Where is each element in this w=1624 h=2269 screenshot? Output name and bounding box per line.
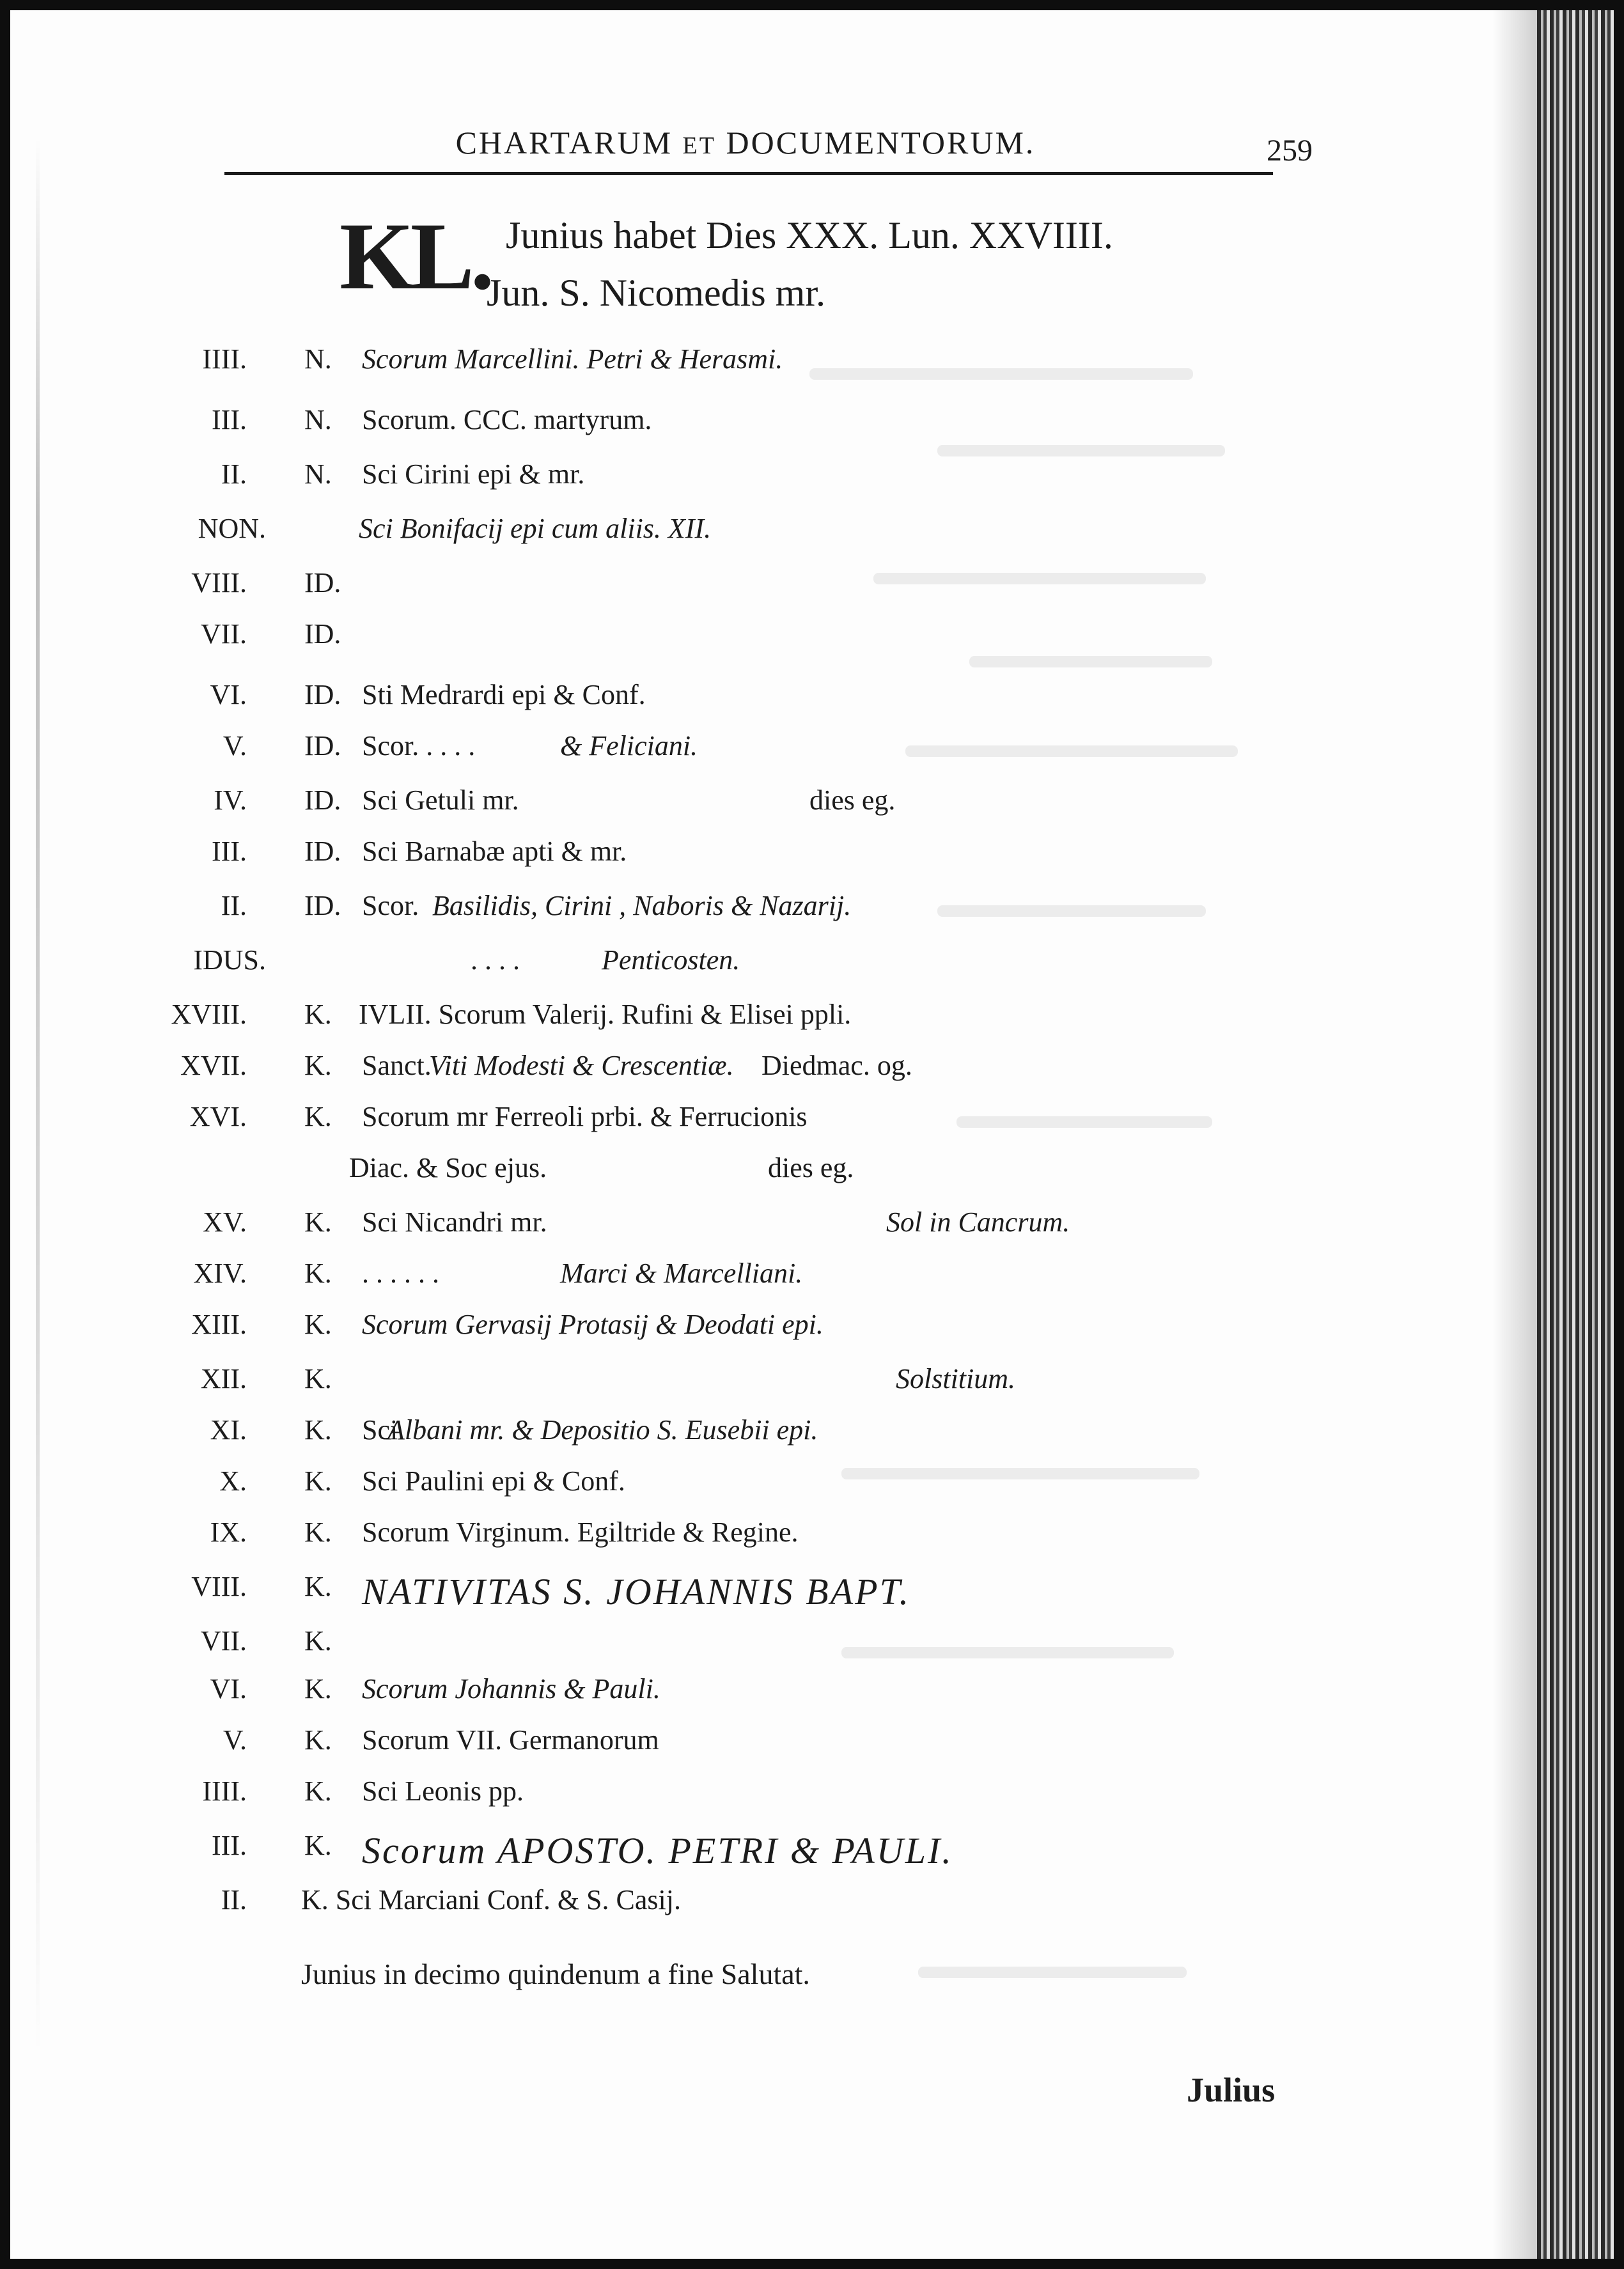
row-text: Sci Leonis pp.	[362, 1775, 524, 1807]
calendar-row	[10, 784, 1624, 835]
calendar-row	[10, 944, 1624, 995]
row-text: Scorum APOSTO. PETRI & PAULI.	[362, 1830, 953, 1871]
calendar-row	[10, 1308, 1624, 1359]
calendar-row	[10, 1775, 1624, 1826]
row-text-italic: Marci & Marcelliani.	[560, 1258, 803, 1289]
row-number: VII.	[200, 1625, 247, 1657]
calendar-row	[10, 998, 1624, 1049]
calendar-row	[10, 1414, 1624, 1465]
calendar-row	[10, 889, 1624, 940]
calendar-row	[10, 1362, 1624, 1414]
row-note: Solstitium.	[896, 1363, 1016, 1394]
row-text: Sci Barnabæ apti & mr.	[362, 836, 627, 867]
row-number: XVIII.	[171, 999, 247, 1030]
row-letter: ID.	[304, 890, 341, 921]
row-text-italic: & Feliciani.	[560, 730, 698, 761]
row-text: NATIVITAS S. JOHANNIS BAPT.	[362, 1571, 911, 1612]
row-text-extra: Diedmac. og.	[761, 1050, 912, 1081]
calendar-row	[10, 1465, 1624, 1516]
row-number: II.	[221, 1884, 247, 1915]
row-number: II.	[221, 458, 247, 490]
row-number: XIV.	[193, 1258, 247, 1289]
row-letter: K.	[304, 1101, 332, 1132]
row-text-italic: Penticosten.	[602, 944, 740, 976]
row-number: III.	[212, 1830, 247, 1861]
row-text: Scorum Gervasij Protasij & Deodati epi.	[362, 1309, 824, 1340]
row-text: Scorum VII. Germanorum	[362, 1724, 659, 1756]
row-letter: K.	[304, 1258, 332, 1289]
row-number: XVII.	[180, 1050, 247, 1081]
calendar-row	[10, 1257, 1624, 1308]
header-et: ET	[682, 132, 716, 159]
row-text: Sci Bonifacij epi cum aliis. XII.	[359, 513, 712, 544]
row-letter: N.	[304, 458, 332, 490]
row-letter: K.	[304, 1673, 332, 1704]
row-letter: K.	[304, 1309, 332, 1340]
calendar-row	[10, 1625, 1624, 1676]
row-text: Diac. & Soc ejus.	[349, 1152, 547, 1183]
calendar-row	[10, 1883, 1624, 1935]
row-letter: K.	[304, 1830, 332, 1861]
row-number: III.	[212, 836, 247, 867]
row-text-italic: Basilidis, Cirini , Naboris & Nazarij.	[432, 890, 852, 921]
calendar-row	[10, 1829, 1624, 1880]
calendar-row	[10, 1100, 1624, 1151]
page-number: 259	[1267, 134, 1313, 168]
row-text-italic: Viti Modesti & Crescentiæ.	[429, 1050, 734, 1081]
row-letter: ID.	[304, 618, 341, 650]
row-letter: ID.	[304, 836, 341, 867]
row-text: Sci Paulini epi & Conf.	[362, 1465, 625, 1497]
row-number: VIII.	[191, 1571, 247, 1602]
row-number: XIII.	[191, 1309, 247, 1340]
kl-initial: KL.	[340, 203, 491, 309]
row-letter: ID.	[304, 730, 341, 761]
calendar-row	[10, 1724, 1624, 1775]
row-text: Sci Getuli mr.	[362, 784, 519, 816]
row-letter: K.	[304, 1050, 332, 1081]
row-note: dies eg.	[768, 1152, 854, 1183]
row-number: VI.	[210, 1673, 247, 1704]
calendar-row	[10, 1673, 1624, 1724]
row-number: IIII.	[202, 343, 247, 375]
row-letter: K.	[304, 1363, 332, 1394]
row-number: IIII.	[202, 1775, 247, 1807]
row-text: . . . .	[471, 944, 520, 976]
row-text: Scorum. CCC. martyrum.	[362, 404, 652, 435]
row-number: IV.	[214, 784, 247, 816]
calendar-row	[10, 343, 1624, 394]
row-number: NON.	[198, 513, 266, 544]
calendar-row	[10, 1516, 1624, 1567]
calendar-row	[10, 458, 1624, 509]
header-right: DOCUMENTORUM.	[726, 125, 1036, 160]
row-text: Scorum Marcellini. Petri & Herasmi.	[362, 343, 783, 375]
row-text: IVLII. Scorum Valerij. Rufini & Elisei ppli.	[359, 999, 852, 1030]
row-letter: K.	[304, 1517, 332, 1548]
row-text: Scor. . . . .	[362, 730, 476, 761]
row-letter: ID.	[304, 679, 341, 710]
row-letter: K.	[304, 1465, 332, 1497]
row-note: Sol in Cancrum.	[886, 1206, 1070, 1238]
row-letter: K.	[304, 1724, 332, 1756]
calendar-row	[10, 729, 1624, 781]
row-text: Sci Nicandri mr.	[362, 1206, 547, 1238]
row-number: IDUS.	[193, 944, 266, 976]
row-number: VI.	[210, 679, 247, 710]
row-text: Scorum Johannis & Pauli.	[362, 1673, 660, 1704]
month-heading: Junius habet Dies XXX. Lun. XXVIIII.	[506, 214, 1113, 256]
row-text: Sanct.	[362, 1050, 432, 1081]
catchword: Julius	[1187, 2071, 1276, 2109]
row-letter: K.	[304, 1775, 332, 1807]
row-number: II.	[221, 890, 247, 921]
row-number: VII.	[200, 618, 247, 650]
row-number: IX.	[210, 1517, 247, 1548]
calendar-row	[10, 403, 1624, 455]
month-verse: Junius in decimo quindenum a fine Salutat.	[301, 1958, 810, 1990]
calendar-row	[10, 835, 1624, 886]
calendar-row	[10, 566, 1624, 618]
calendar-row	[10, 618, 1624, 669]
row-text: K. Sci Marciani Conf. & S. Casij.	[301, 1884, 681, 1915]
row-text: Scorum Virginum. Egiltride & Regine.	[362, 1517, 799, 1548]
row-letter: K.	[304, 1571, 332, 1602]
row-text: Sci Cirini epi & mr.	[362, 458, 585, 490]
calendar-rows	[10, 10, 1624, 2269]
row-letter: K.	[304, 1625, 332, 1657]
row-note: dies eg.	[809, 784, 896, 816]
row-text: . . . . . .	[362, 1258, 439, 1289]
row-number: V.	[223, 1724, 247, 1756]
row-number: III.	[212, 404, 247, 435]
row-text: Scorum mr Ferreoli prbi. & Ferrucionis	[362, 1101, 808, 1132]
calendar-row	[10, 1570, 1624, 1621]
row-text: Sti Medrardi epi & Conf.	[362, 679, 646, 710]
row-letter: ID.	[304, 567, 341, 598]
calendar-row	[10, 1049, 1624, 1100]
calendar-row	[10, 1206, 1624, 1257]
row-letter: K.	[304, 1414, 332, 1446]
row-letter: N.	[304, 404, 332, 435]
header-left: CHARTARUM	[455, 125, 673, 160]
row-number: XI.	[210, 1414, 247, 1446]
calendar-row	[10, 678, 1624, 729]
row-text-italic: Albani mr. & Depositio S. Eusebii epi.	[387, 1414, 818, 1446]
row-number: VIII.	[191, 567, 247, 598]
row-number: XII.	[200, 1363, 247, 1394]
row-text: Sci	[362, 1414, 398, 1446]
row-letter: N.	[304, 343, 332, 375]
row-letter: K.	[304, 999, 332, 1030]
month-first-day: Jun. S. Nicomedis mr.	[487, 272, 826, 314]
row-text: Scor.	[362, 890, 419, 921]
calendar-row	[10, 1151, 1624, 1203]
row-number: XV.	[203, 1206, 247, 1238]
row-number: XVI.	[189, 1101, 247, 1132]
row-letter: ID.	[304, 784, 341, 816]
row-number: V.	[223, 730, 247, 761]
row-letter: K.	[304, 1206, 332, 1238]
row-number: X.	[219, 1465, 247, 1497]
calendar-row	[10, 512, 1624, 563]
